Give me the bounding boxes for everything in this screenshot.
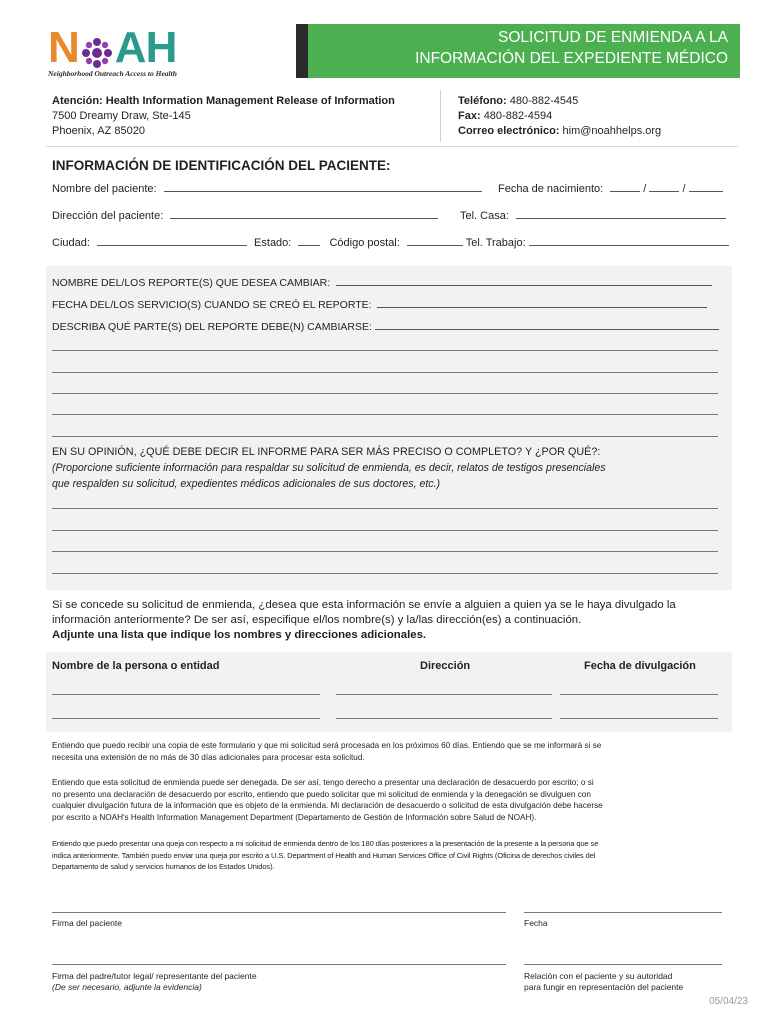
describe-line-4[interactable] [52,414,718,415]
work-phone-field[interactable] [529,235,729,246]
revision-date: 05/04/23 [709,996,748,1007]
state-field[interactable] [298,235,320,246]
fax-label: Fax: [458,110,481,122]
notice-denial-line3: cualquier divulgación futura de la información que es objeto de la enmienda. Mi declaración de desacuerdo o solicitud de esta divulgación debe hacerse [52,801,603,810]
home-phone-label: Tel. Casa: [460,210,509,222]
city-label: Ciudad: [52,237,90,249]
guardian-signature-field[interactable] [52,964,506,965]
disclosure-date-field-1[interactable] [560,694,718,695]
report-section [46,266,732,590]
service-dates-label: FECHA DEL/LOS SERVICIO(S) CUANDO SE CREÓ EL REPORTE: [52,299,372,311]
guardian-note: (De ser necesario, adjunte la evidencia) [52,982,202,992]
patient-name-label: Nombre del paciente: [52,183,157,195]
dob-year-field[interactable] [689,181,723,192]
dob-row: Fecha de nacimiento: / / [498,181,723,195]
notice-denial [52,777,720,823]
notice-complaint [52,838,720,873]
form-title [320,27,728,69]
address-line1: 7500 Dreamy Draw, Ste-145 [52,110,191,122]
work-phone-label: Tel. Trabajo: [465,237,526,249]
city-field[interactable] [97,235,247,246]
address-line2: Phoenix, AZ 85020 [52,125,145,137]
relationship-label-line2: para fungir en representación del paciente [524,982,684,992]
relationship-label-line1: Relación con el paciente y su autoridad [524,971,673,981]
city-row [52,235,729,249]
patient-signature-label: Firma del paciente [52,918,122,928]
relationship-field[interactable] [524,964,722,965]
form-title-line1: SOLICITUD DE ENMIENDA A LA [498,29,728,46]
patient-address-field[interactable] [170,208,438,219]
patient-name-field[interactable] [164,181,482,192]
logo-letter-a: A [114,23,146,72]
opinion-line-2[interactable] [52,530,718,531]
disclosure-text-3: Adjunte una lista que indique los nombres y direcciones adicionales. [52,629,427,641]
notice-complaint-line2: indica anteriormente. También puedo enviar una queja por escrito a U.S. Department of Health and Human Services Office of Civil Rights (Oficina de derechos civiles del [52,850,596,860]
col-date-header: Fecha de divulgación [584,660,696,672]
logo-mark-icon [80,34,114,68]
col-address-header: Dirección [420,660,471,672]
service-dates-field[interactable] [377,297,707,308]
dob-label: Fecha de nacimiento: [498,183,604,195]
notice-processing-line2: necesita una extensión de no más de 30 días adicionales para procesar esta solicitud. [52,752,365,762]
header-separator [46,146,738,147]
opinion-hint-1: (Proporcione suficiente información para respaldar su solicitud de enmienda, es decir, relatos de testigos presenciales [52,462,606,474]
patient-address-label: Dirección del paciente: [52,210,164,222]
report-names-field[interactable] [336,275,712,286]
describe-line-5[interactable] [52,436,718,437]
opinion-line-4[interactable] [52,573,718,574]
phone-label: Teléfono: [458,95,507,107]
patient-address-row [52,208,438,222]
notice-complaint-line1: Entiendo que puedo presentar una queja con respecto a mi solicitud de enmienda dentro de los 180 días posteriores a la presentación de la presente a la persona que se [52,839,599,848]
fax-value: 480-882-4594 [483,110,553,122]
zip-field[interactable] [407,235,463,246]
notice-denial-line4: por escrito a NOAH's Health Information Management Department (Departamento de Gestión de Información sobre Salud de NOAH). [52,812,537,822]
contact-block [458,94,661,139]
header-divider [440,90,441,142]
form-title-line2: INFORMACIÓN DEL EXPEDIENTE MÉDICO [415,50,728,67]
notice-denial-line2: no presento una declaración de desacuerdo por escrito, entiendo que puedo solicitar que mi solicitud de enmienda y la denegación se divulguen con [52,789,591,799]
logo-tagline: Neighborhood Outreach Access to Health [48,69,177,78]
opinion-line-3[interactable] [52,551,718,552]
signature-date-label: Fecha [524,918,548,928]
notice-processing-line1: Entiendo que puedo recibir una copia de este formulario y que mi solicitud será procesada en los próximos 60 días. Entiendo que se me informará si se [52,741,602,750]
patient-signature-field[interactable] [52,912,506,913]
describe-label: DESCRIBA QUÉ PARTE(S) DEL REPORTE DEBE(N) CAMBIARSE: [52,321,372,333]
disclosure-text-2: información anteriormente? De ser así, especifique el/los nombre(s) y la/las dirección(es) a continuación. [52,614,582,626]
dob-day-field[interactable] [649,181,679,192]
home-phone-field[interactable] [516,208,726,219]
logo-letter-h: H [145,23,177,72]
guardian-signature-label [52,971,257,993]
noah-logo [48,23,177,72]
patient-name-row [52,181,482,195]
email-label: Correo electrónico: [458,125,560,137]
col-name-header: Nombre de la persona o entidad [52,660,220,672]
recipient-address-field-1[interactable] [336,694,552,695]
recipient-name-field-1[interactable] [52,694,320,695]
home-phone-row [460,208,726,222]
attention-label: Atención: Health Information Management Release of Information [52,95,395,107]
describe-field[interactable] [375,319,719,330]
describe-line-1[interactable] [52,350,718,351]
logo-letter-n: N [48,23,79,72]
dob-month-field[interactable] [610,181,640,192]
notice-processing [52,740,720,763]
phone-value: 480-882-4545 [509,95,579,107]
opinion-label: EN SU OPINIÓN, ¿QUÉ DEBE DECIR EL INFORME PARA SER MÁS PRECISO O COMPLETO? Y ¿POR QUÉ?: [52,446,601,458]
signature-date-field[interactable] [524,912,722,913]
state-label: Estado: [254,237,292,249]
describe-row [52,319,719,333]
notice-complaint-line3: Departamento de salud y servicios humanos de los Estados Unidos). [52,862,275,871]
attention-block [52,94,395,139]
relationship-label [524,971,683,993]
disclosure-date-field-2[interactable] [560,718,718,719]
zip-label: Código postal: [329,237,400,249]
patient-section-title: INFORMACIÓN DE IDENTIFICACIÓN DEL PACIENTE: [52,158,391,173]
banner-accent [296,24,308,78]
email-value: him@noahhelps.org [562,125,662,137]
recipient-address-field-2[interactable] [336,718,552,719]
disclosure-text-1: Si se concede su solicitud de enmienda, ¿desea que esta información se envíe a alguien a quien ya se le haya divulgado la [52,599,676,611]
report-names-label: NOMBRE DEL/LOS REPORTE(S) QUE DESEA CAMBIAR: [52,277,331,289]
recipient-name-field-2[interactable] [52,718,320,719]
notice-denial-line1: Entiendo que esta solicitud de enmienda puede ser denegada. De ser así, tengo derecho a presentar una declaración de desacuerdo por escrito; o si [52,778,594,787]
opinion-line-1[interactable] [52,508,718,509]
describe-line-2[interactable] [52,372,718,373]
report-names-row [52,275,712,289]
guardian-signature-text: Firma del padre/tutor legal/ representante del paciente [52,971,257,981]
service-dates-row [52,297,707,311]
opinion-hint-2: que respalden su solicitud, expedientes médicos adicionales de sus doctores, etc.) [52,478,441,490]
describe-line-3[interactable] [52,393,718,394]
